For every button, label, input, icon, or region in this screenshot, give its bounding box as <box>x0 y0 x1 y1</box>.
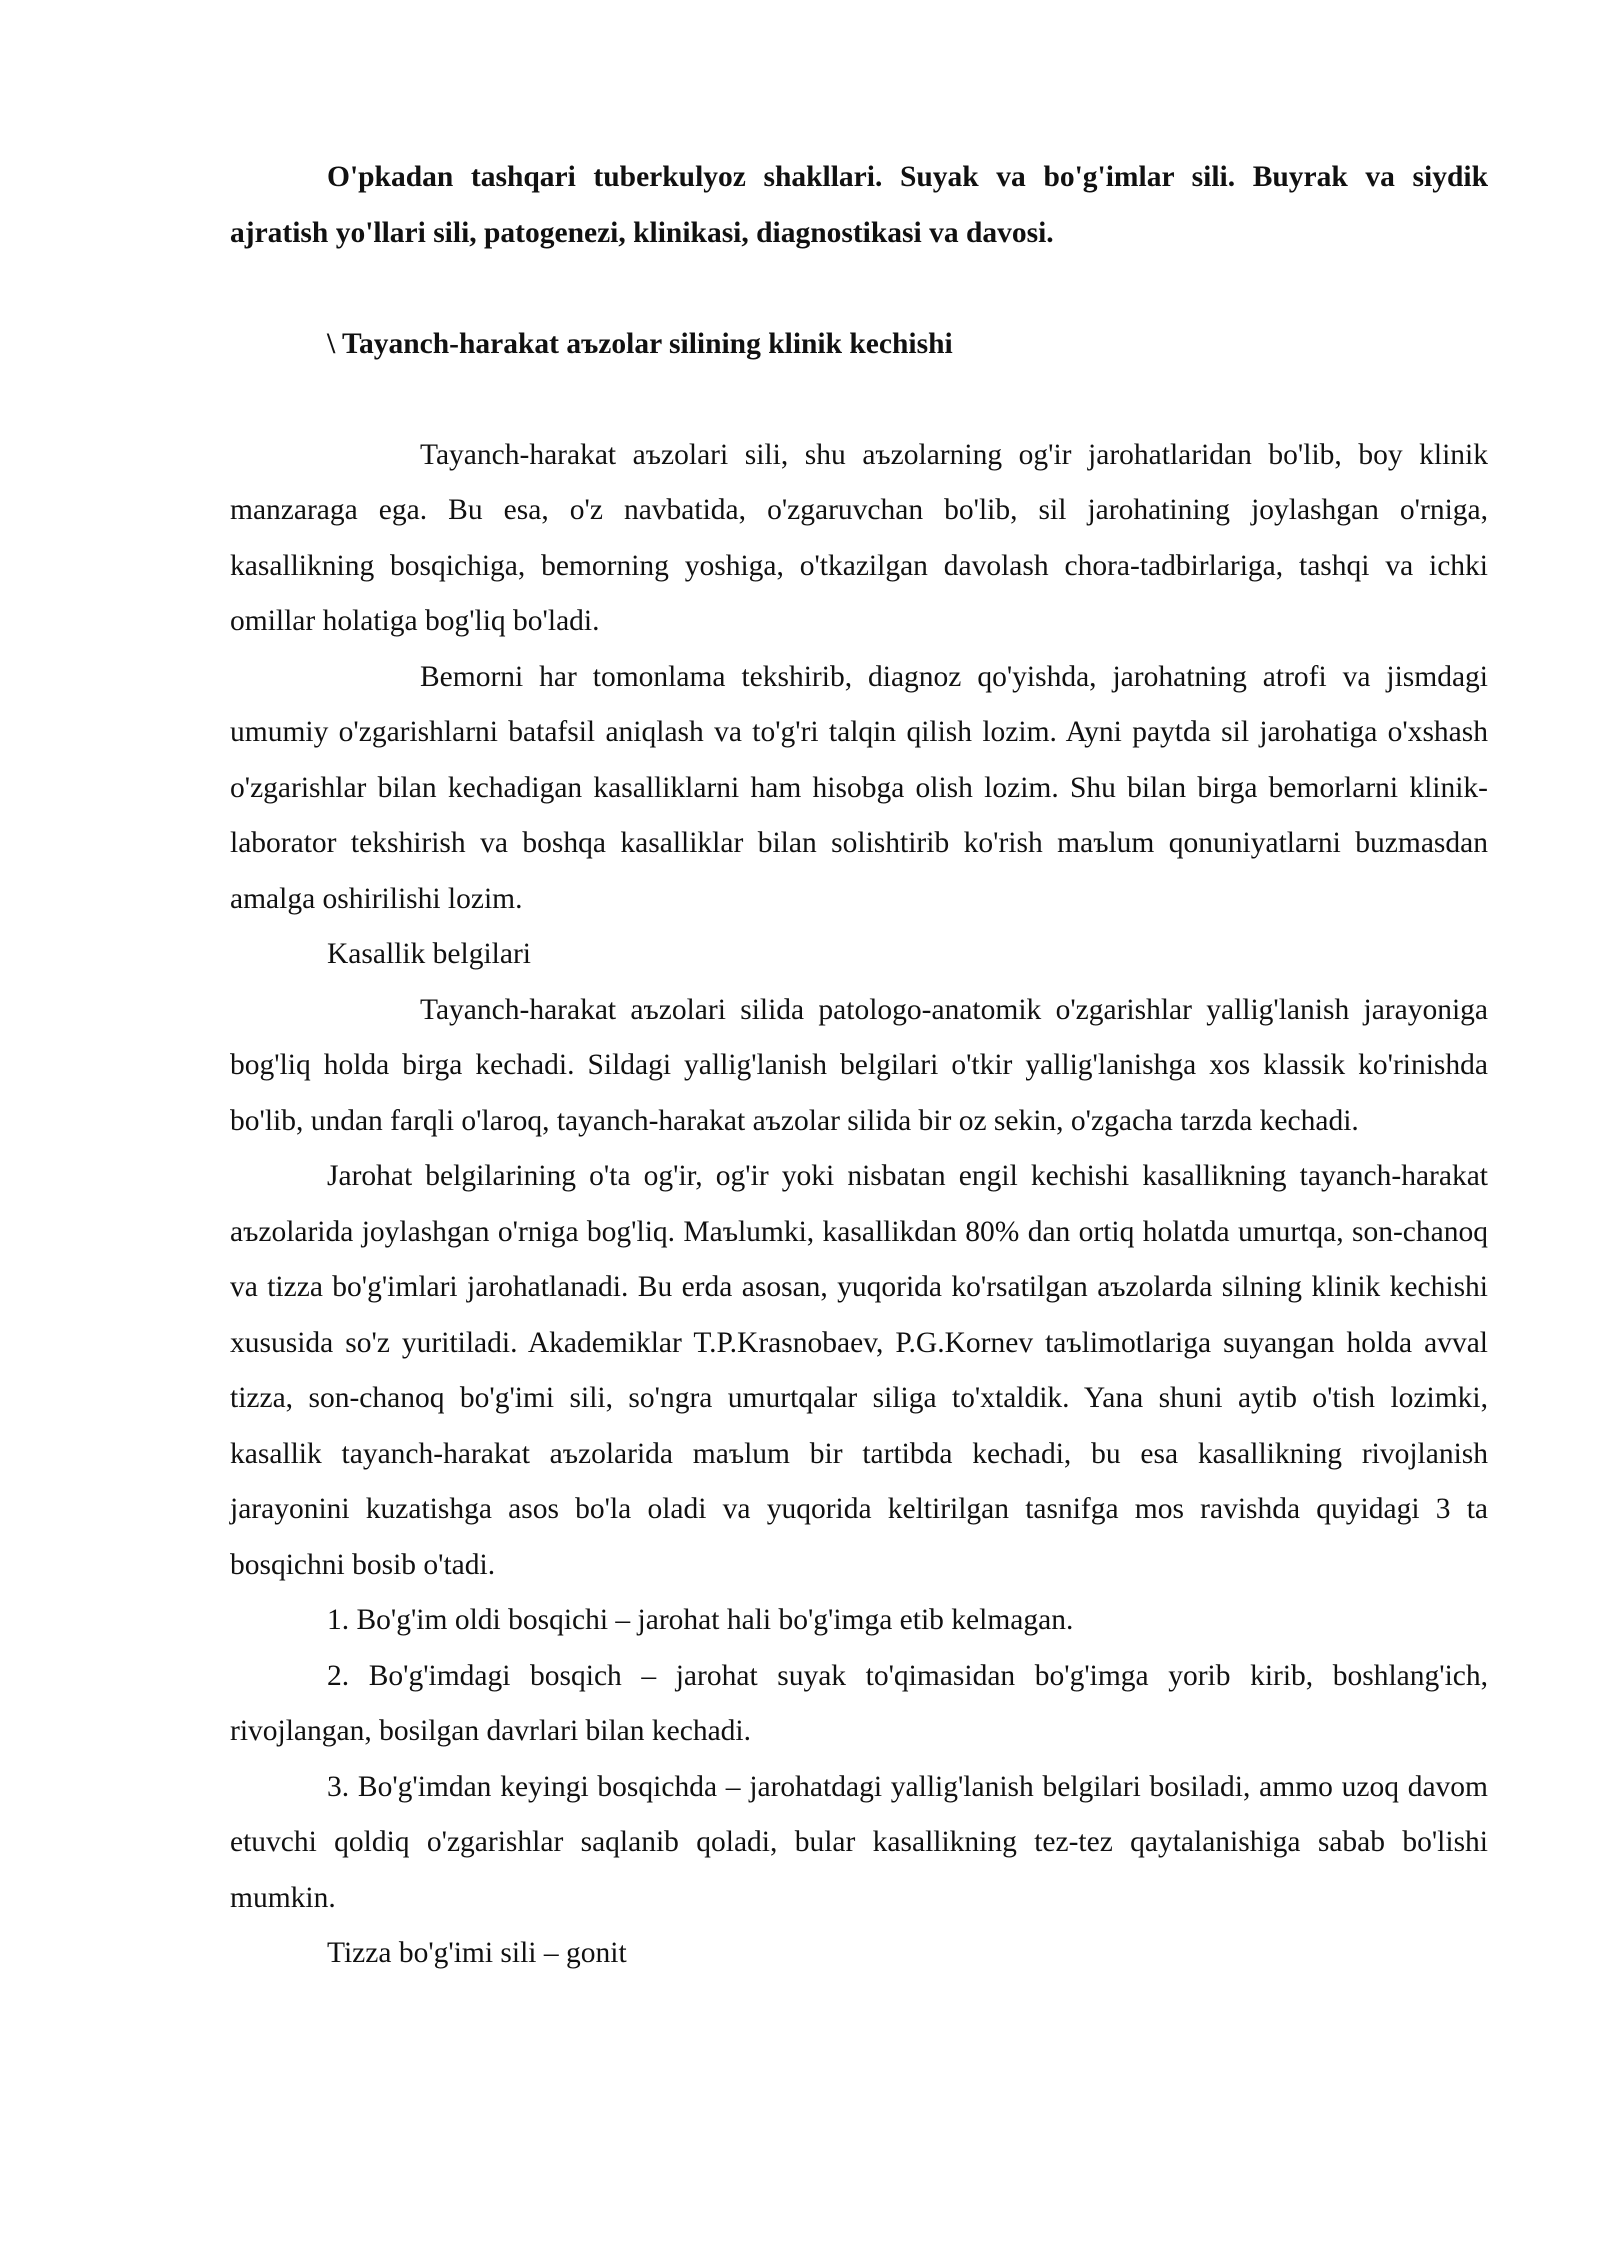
subheading-disease-signs: Kasallik belgilari <box>327 938 531 970</box>
list-item-2: 2. Bo'g'imdagi bosqich – jarohat suyak to'qimasidan bo'g'imga yorib kirib, boshlang'ich, rivojlangan, bosilgan davrlari bilan kechadi. <box>230 1659 1488 1747</box>
section-heading: \ Tayanch-harakat aъzolar silining klinik kechishi <box>327 328 953 360</box>
paragraph-4: Jarohat belgilarining o'ta og'ir, og'ir yoki nisbatan engil kechishi kasallikning tayanch-harakat aъzolarida joylashgan o'rniga bog'liq. Maъlumki, kasallikdan 80% dan ortiq holatda umurtqa, son-chanoq va tizza bo'g'imlari jarohatlanadi. Bu erda asosan, yuqorida ko'rsatilgan aъzolarda silning klinik kechishi xususida so'z yuritiladi. Akademiklar T.P.Krasnobaev, P.G.Kornev taъlimotlariga suyangan holda avval tizza, son-chanoq bo'g'imi sili, so'ngra umurtqalar siliga to'xtaldik. Yana shuni aytib o'tish lozimki, kasallik tayanch-harakat aъzolarida maъlum bir tartibda kechadi, bu esa kasallikning rivojlanish jarayonini kuzatishga asos bo'la oladi va yuqorida keltirilgan tasnifga mos ravishda quyidagi 3 ta bosqichni bosib o'tadi. <box>230 1160 1488 1581</box>
subheading-knee-joint: Tizza bo'g'imi sili – gonit <box>327 1937 627 1969</box>
list-item-1: 1. Bo'g'im oldi bosqichi – jarohat hali bo'g'imga etib kelmagan. <box>327 1604 1074 1636</box>
paragraph-2: Bemorni har tomonlama tekshirib, diagnoz qo'yishda, jarohatning atrofi va jismdagi umumiy o'zgarishlarni batafsil aniqlash va to'g'ri talqin qilish lozim. Ayni paytda sil jarohatiga o'xshash o'zgarishlar bilan kechadigan kasalliklarni ham hisobga olish lozim. Shu bilan birga bemorlarni klinik-laborator tekshirish va boshqa kasalliklar bilan solishtirib ko'rish maъlum qonuniyatlarni buzmasdan amalga oshirilishi lozim. <box>230 660 1488 915</box>
document-title: O'pkadan tashqari tuberkulyoz shakllari. Suyak va bo'g'imlar sili. Buyrak va siydik ajratish yo'llari sili, patogenezi, klinikasi, diagnostikasi va davosi. <box>230 161 1488 249</box>
paragraph-1: Tayanch-harakat aъzolari sili, shu aъzolarning og'ir jarohatlaridan bo'lib, boy klinik manzaraga ega. Bu esa, o'z navbatida, o'zgaruvchan bo'lib, sil jarohatining joylashgan o'rniga, kasallikning bosqichiga, bemorning yoshiga, o'tkazilgan davolash chora-tadbirlariga, tashqi va ichki omillar holatiga bog'liq bo'ladi. <box>230 438 1488 637</box>
document-body <box>230 150 1488 1982</box>
paragraph-3: Tayanch-harakat aъzolari silida patologo-anatomik o'zgarishlar yallig'lanish jarayoniga bog'liq holda birga kechadi. Sildagi yallig'lanish belgilari o'tkir yallig'lanishga xos klassik ko'rinishda bo'lib, undan farqli o'laroq, tayanch-harakat aъzolar silida bir oz sekin, o'zgacha tarzda kechadi. <box>230 993 1488 1137</box>
list-item-3: 3. Bo'g'imdan keyingi bosqichda – jarohatdagi yallig'lanish belgilari bosiladi, ammo uzoq davom etuvchi qoldiq o'zgarishlar saqlanib qoladi, bular kasallikning tez-tez qaytalanishiga sabab bo'lishi mumkin. <box>230 1770 1488 1914</box>
